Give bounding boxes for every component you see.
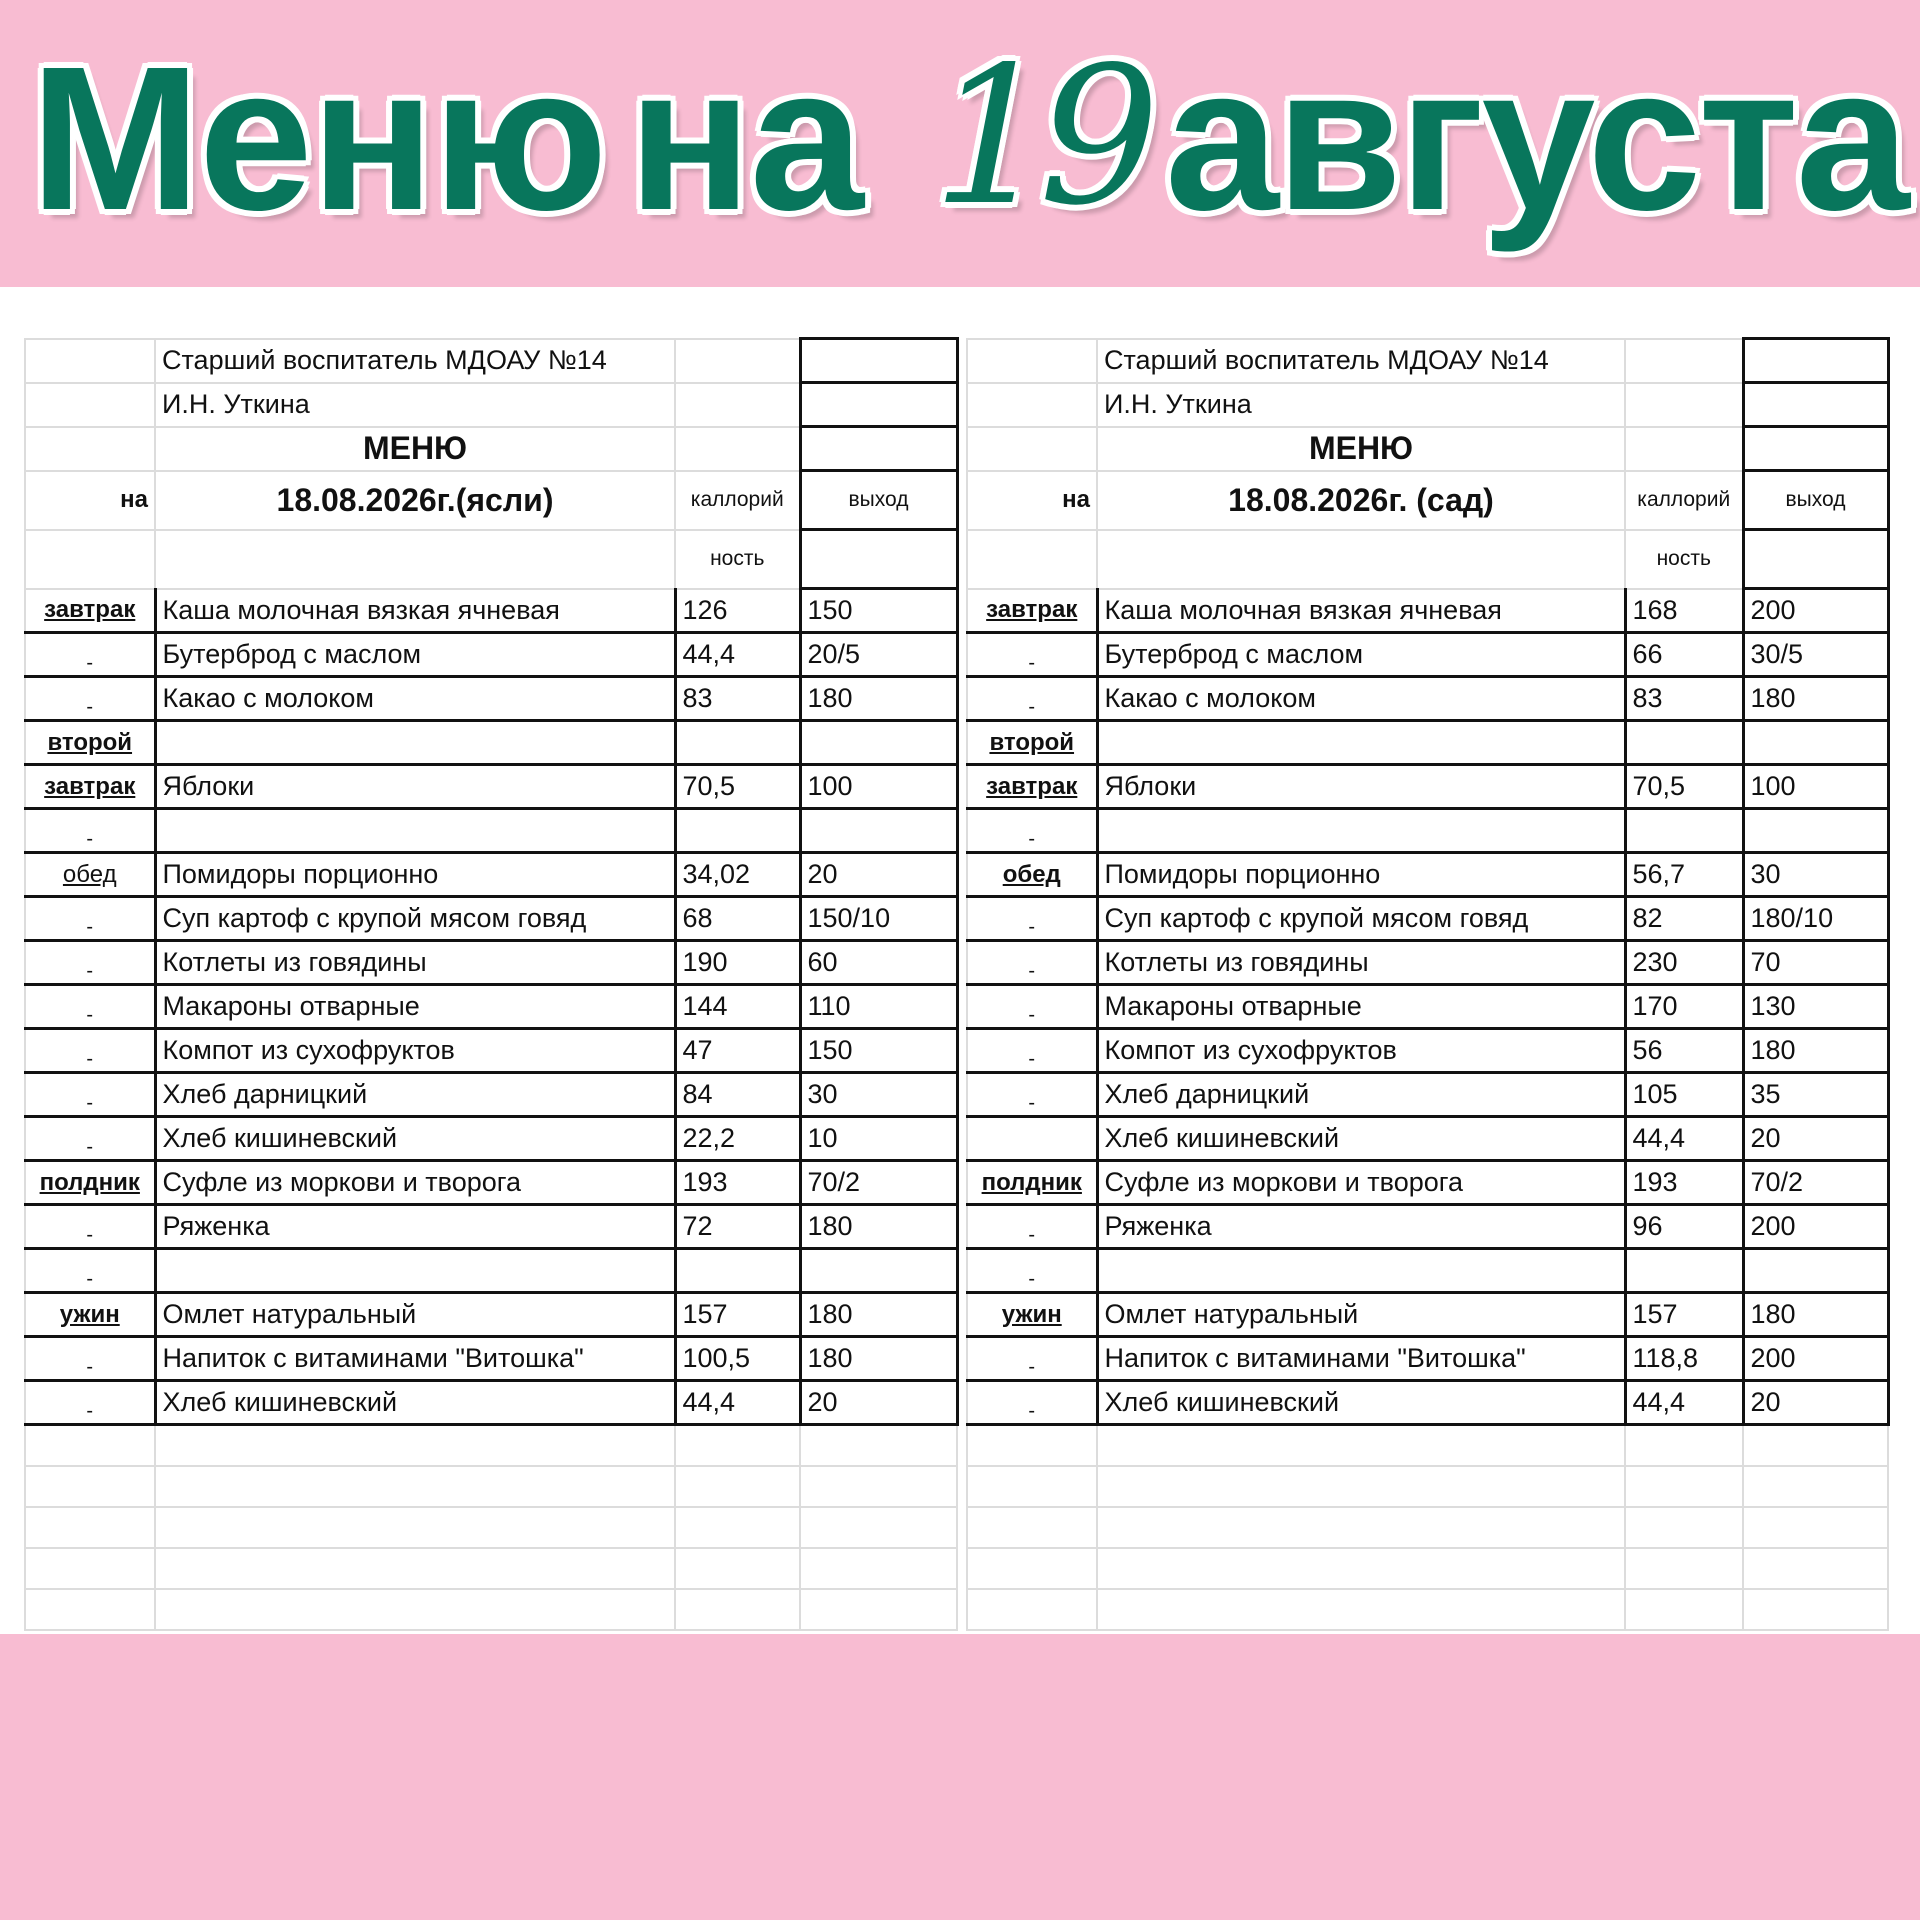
meal-label: полдник (25, 1161, 155, 1205)
calories-value: 44,4 (675, 1381, 800, 1425)
menu-row (967, 677, 1888, 721)
dish-name: Суфле из моркови и творога (155, 1161, 675, 1205)
empty-row (967, 1507, 1888, 1548)
output-value (1743, 721, 1888, 765)
output-value: 200 (1743, 1205, 1888, 1249)
menu-row (967, 1073, 1888, 1117)
dish-name (1097, 1249, 1625, 1293)
output-value (1743, 809, 1888, 853)
dish-name: Каша молочная вязкая ячневая (155, 589, 675, 633)
dish-name: Какао с молоком (155, 677, 675, 721)
menu-row (25, 589, 957, 633)
calories-value: 82 (1625, 897, 1743, 941)
dish-name (155, 721, 675, 765)
calories-value: 157 (1625, 1293, 1743, 1337)
calories-value: 44,4 (1625, 1117, 1743, 1161)
output-value: 20 (1743, 1381, 1888, 1425)
output-value (800, 721, 957, 765)
empty-row (967, 1466, 1888, 1507)
output-value: 180 (800, 1293, 957, 1337)
dish-name: Помидоры порционно (1097, 853, 1625, 897)
meal-label: - (25, 1029, 155, 1073)
output-value: 100 (1743, 765, 1888, 809)
meal-label: завтрак (967, 765, 1097, 809)
dish-name: Суп картоф с крупой мясом говяд (1097, 897, 1625, 941)
header-row (25, 530, 957, 589)
column-header-calories-cont: ность (675, 530, 800, 589)
dish-name: Хлеб кишиневский (1097, 1381, 1625, 1425)
output-value: 70/2 (800, 1161, 957, 1205)
meal-label: ужин (967, 1293, 1097, 1337)
output-value: 10 (800, 1117, 957, 1161)
header-row (25, 427, 957, 471)
calories-value (1625, 809, 1743, 853)
meal-label: - (967, 985, 1097, 1029)
calories-value: 126 (675, 589, 800, 633)
meal-label: второй (25, 721, 155, 765)
menu-row (967, 633, 1888, 677)
meal-label: завтрак (967, 589, 1097, 633)
dish-name: Компот из сухофруктов (1097, 1029, 1625, 1073)
output-value: 100 (800, 765, 957, 809)
header-row (967, 471, 1888, 530)
dish-name: Хлеб дарницкий (1097, 1073, 1625, 1117)
dish-name (155, 809, 675, 853)
header-row (967, 427, 1888, 471)
meal-label: - (967, 809, 1097, 853)
menu-row (967, 1205, 1888, 1249)
menu-row (967, 765, 1888, 809)
empty-row (25, 1507, 957, 1548)
menu-row (25, 1073, 957, 1117)
title-day-handwritten: 19 (932, 26, 1146, 247)
menu-row (967, 985, 1888, 1029)
meal-label: - (25, 941, 155, 985)
page-title (0, 24, 1920, 276)
header-row (967, 530, 1888, 589)
menu-table-kindergarten (966, 337, 1890, 1631)
meal-label: обед (967, 853, 1097, 897)
menu-row (967, 941, 1888, 985)
dish-name: Омлет натуральный (155, 1293, 675, 1337)
na-label: на (25, 471, 155, 530)
menu-row (25, 1029, 957, 1073)
output-value: 70/2 (1743, 1161, 1888, 1205)
dish-name: Хлеб дарницкий (155, 1073, 675, 1117)
menu-row (967, 721, 1888, 765)
output-value: 20 (800, 1381, 957, 1425)
calories-value: 230 (1625, 941, 1743, 985)
menu-row (967, 853, 1888, 897)
output-value (800, 809, 957, 853)
dish-name: Яблоки (155, 765, 675, 809)
menu-row (25, 765, 957, 809)
menu-row (25, 1249, 957, 1293)
output-value: 200 (1743, 1337, 1888, 1381)
empty-row (25, 1466, 957, 1507)
title-word-menu: Меню (30, 24, 606, 253)
menu-row (25, 1117, 957, 1161)
menu-row (25, 1381, 957, 1425)
output-value: 30 (800, 1073, 957, 1117)
menu-row (25, 1205, 957, 1249)
calories-value: 83 (1625, 677, 1743, 721)
menu-row (967, 1249, 1888, 1293)
output-value: 150 (800, 1029, 957, 1073)
meal-label: - (25, 1337, 155, 1381)
dish-name: Хлеб кишиневский (155, 1381, 675, 1425)
meal-label: - (967, 633, 1097, 677)
menu-row (25, 721, 957, 765)
dish-name (1097, 721, 1625, 765)
calories-value: 83 (675, 677, 800, 721)
dish-name: Компот из сухофруктов (155, 1029, 675, 1073)
calories-value: 105 (1625, 1073, 1743, 1117)
column-header-calories-cont: ность (1625, 530, 1743, 589)
output-value: 180 (800, 1205, 957, 1249)
signer-title: Старший воспитатель МДОАУ №14 (155, 339, 675, 383)
meal-label: - (967, 1249, 1097, 1293)
menu-row (25, 677, 957, 721)
dish-name: Макароны отварные (1097, 985, 1625, 1029)
na-label: на (967, 471, 1097, 530)
menu-date: 18.08.2026г. (сад) (1097, 471, 1625, 530)
header-row (25, 383, 957, 427)
header-row (25, 471, 957, 530)
meal-label: второй (967, 721, 1097, 765)
meal-label: - (25, 985, 155, 1029)
meal-label: - (967, 1205, 1097, 1249)
meal-label: - (25, 897, 155, 941)
menu-row (25, 1161, 957, 1205)
calories-value: 56,7 (1625, 853, 1743, 897)
calories-value: 100,5 (675, 1337, 800, 1381)
signer-name: И.Н. Уткина (1097, 383, 1625, 427)
menu-rows (967, 589, 1888, 1425)
output-value: 35 (1743, 1073, 1888, 1117)
meal-label: - (25, 1249, 155, 1293)
calories-value: 118,8 (1625, 1337, 1743, 1381)
empty-row (25, 1548, 957, 1589)
calories-value: 193 (1625, 1161, 1743, 1205)
menu-table-nursery (24, 337, 959, 1631)
title-word-month: августа (1165, 24, 1907, 253)
meal-label: - (967, 897, 1097, 941)
output-value: 200 (1743, 589, 1888, 633)
calories-value (1625, 721, 1743, 765)
menu-row (25, 1337, 957, 1381)
calories-value: 190 (675, 941, 800, 985)
meal-label: - (25, 1205, 155, 1249)
output-value: 30/5 (1743, 633, 1888, 677)
menu-row (967, 1381, 1888, 1425)
meal-label: - (967, 1381, 1097, 1425)
calories-value: 70,5 (675, 765, 800, 809)
output-value: 150 (800, 589, 957, 633)
menu-row (25, 853, 957, 897)
output-value: 180 (1743, 1293, 1888, 1337)
dish-name: Бутерброд с маслом (155, 633, 675, 677)
meal-label: - (25, 677, 155, 721)
calories-value: 170 (1625, 985, 1743, 1029)
meal-label: - (967, 1073, 1097, 1117)
menu-row (25, 897, 957, 941)
meal-label: - (25, 809, 155, 853)
dish-name: Хлеб кишиневский (1097, 1117, 1625, 1161)
meal-label: - (25, 1381, 155, 1425)
menu-row (967, 1161, 1888, 1205)
calories-value: 47 (675, 1029, 800, 1073)
output-value: 180 (800, 677, 957, 721)
menu-row (967, 1337, 1888, 1381)
calories-value: 157 (675, 1293, 800, 1337)
menu-row (25, 941, 957, 985)
dish-name: Яблоки (1097, 765, 1625, 809)
dish-name: Напиток с витаминами "Витошка" (1097, 1337, 1625, 1381)
empty-row (967, 1425, 1888, 1467)
meal-label: завтрак (25, 589, 155, 633)
menu-row (967, 1117, 1888, 1161)
menu-row (967, 1029, 1888, 1073)
column-header-calories: каллорий (1625, 471, 1743, 530)
dish-name (1097, 809, 1625, 853)
output-value: 20 (800, 853, 957, 897)
output-value: 30 (1743, 853, 1888, 897)
title-banner (0, 0, 1920, 287)
menu-label: МЕНЮ (1097, 427, 1625, 471)
meal-label: - (25, 1117, 155, 1161)
calories-value: 72 (675, 1205, 800, 1249)
header-row (967, 339, 1888, 383)
title-word-na: на (628, 24, 862, 253)
dish-name: Котлеты из говядины (155, 941, 675, 985)
menu-row (967, 589, 1888, 633)
meal-label (967, 1117, 1097, 1161)
calories-value: 68 (675, 897, 800, 941)
calories-value (675, 1249, 800, 1293)
output-value: 150/10 (800, 897, 957, 941)
meal-label: - (25, 633, 155, 677)
dish-name: Ряженка (155, 1205, 675, 1249)
calories-value: 193 (675, 1161, 800, 1205)
meal-label: ужин (25, 1293, 155, 1337)
dish-name: Хлеб кишиневский (155, 1117, 675, 1161)
calories-value: 22,2 (675, 1117, 800, 1161)
dish-name: Каша молочная вязкая ячневая (1097, 589, 1625, 633)
dish-name: Какао с молоком (1097, 677, 1625, 721)
empty-row (967, 1548, 1888, 1589)
dish-name: Бутерброд с маслом (1097, 633, 1625, 677)
column-header-output: выход (800, 471, 957, 530)
meal-label: - (967, 1029, 1097, 1073)
meal-label: обед (25, 853, 155, 897)
calories-value: 168 (1625, 589, 1743, 633)
menu-row (25, 809, 957, 853)
output-value: 180 (1743, 1029, 1888, 1073)
menu-date: 18.08.2026г.(ясли) (155, 471, 675, 530)
signer-title: Старший воспитатель МДОАУ №14 (1097, 339, 1625, 383)
calories-value (675, 721, 800, 765)
dish-name: Омлет натуральный (1097, 1293, 1625, 1337)
output-value: 180 (800, 1337, 957, 1381)
meal-label: - (967, 677, 1097, 721)
menu-row (25, 1293, 957, 1337)
calories-value: 34,02 (675, 853, 800, 897)
dish-name: Котлеты из говядины (1097, 941, 1625, 985)
output-value: 130 (1743, 985, 1888, 1029)
empty-row (25, 1425, 957, 1467)
output-value: 110 (800, 985, 957, 1029)
calories-value: 84 (675, 1073, 800, 1117)
column-header-calories: каллорий (675, 471, 800, 530)
calories-value: 96 (1625, 1205, 1743, 1249)
signer-name: И.Н. Уткина (155, 383, 675, 427)
calories-value: 144 (675, 985, 800, 1029)
output-value: 20 (1743, 1117, 1888, 1161)
output-value: 20/5 (800, 633, 957, 677)
menu-rows (25, 589, 957, 1425)
dish-name: Напиток с витаминами "Витошка" (155, 1337, 675, 1381)
menu-row (967, 1293, 1888, 1337)
empty-row (967, 1589, 1888, 1630)
calories-value: 44,4 (1625, 1381, 1743, 1425)
empty-row (25, 1589, 957, 1630)
meal-label: - (25, 1073, 155, 1117)
dish-name: Макароны отварные (155, 985, 675, 1029)
calories-value: 70,5 (1625, 765, 1743, 809)
output-value (1743, 1249, 1888, 1293)
menu-row (967, 809, 1888, 853)
dish-name: Ряженка (1097, 1205, 1625, 1249)
calories-value (675, 809, 800, 853)
calories-value: 44,4 (675, 633, 800, 677)
meal-label: - (967, 1337, 1097, 1381)
calories-value (1625, 1249, 1743, 1293)
output-value: 70 (1743, 941, 1888, 985)
dish-name (155, 1249, 675, 1293)
menu-sheet (0, 287, 1920, 1634)
menu-label: МЕНЮ (155, 427, 675, 471)
meal-label: полдник (967, 1161, 1097, 1205)
calories-value: 56 (1625, 1029, 1743, 1073)
menu-row (967, 897, 1888, 941)
meal-label: завтрак (25, 765, 155, 809)
header-row (25, 339, 957, 383)
output-value (800, 1249, 957, 1293)
output-value: 180/10 (1743, 897, 1888, 941)
column-header-output: выход (1743, 471, 1888, 530)
meal-label: - (967, 941, 1097, 985)
output-value: 180 (1743, 677, 1888, 721)
dish-name: Помидоры порционно (155, 853, 675, 897)
menu-row (25, 985, 957, 1029)
menu-row (25, 633, 957, 677)
calories-value: 66 (1625, 633, 1743, 677)
header-row (967, 383, 1888, 427)
output-value: 60 (800, 941, 957, 985)
dish-name: Суфле из моркови и творога (1097, 1161, 1625, 1205)
dish-name: Суп картоф с крупой мясом говяд (155, 897, 675, 941)
